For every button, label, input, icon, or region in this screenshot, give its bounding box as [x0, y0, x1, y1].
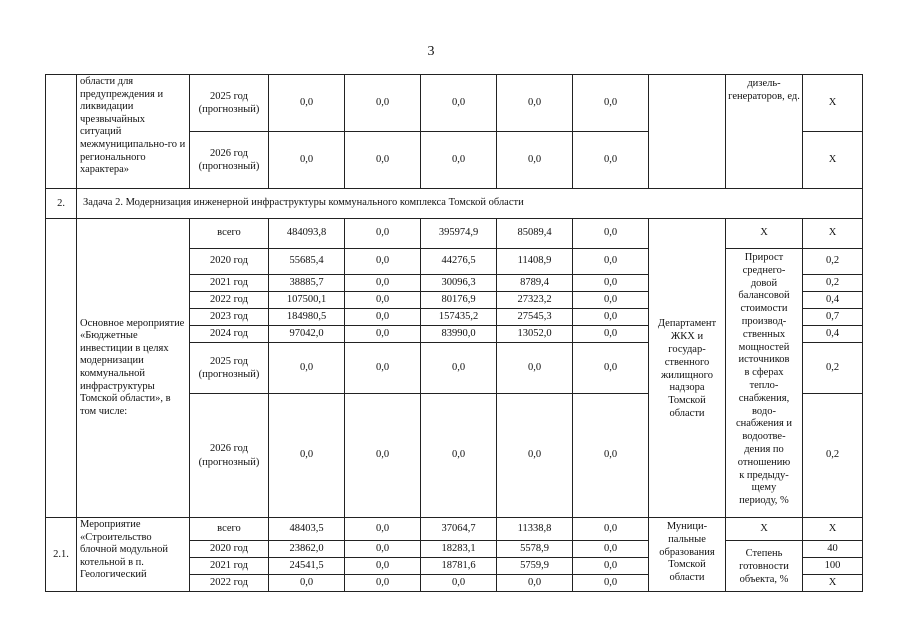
amount-total: 107500,1 — [269, 292, 345, 309]
indicator-name: Степень готовности объекта, % — [726, 541, 803, 592]
amount-total: 0,0 — [269, 575, 345, 592]
year-cell: 2022 год — [190, 292, 269, 309]
indicator-value: X — [803, 75, 863, 132]
task-number: 2. — [46, 189, 77, 219]
amount-total: 0,0 — [269, 343, 345, 394]
amount-local: 27545,3 — [497, 309, 573, 326]
indicator-name — [726, 249, 803, 518]
year-cell: всего — [190, 518, 269, 541]
amount-regional: 0,0 — [421, 394, 497, 518]
executor-name: Департамент ЖКХ и государ-ственного жилищного надзора Томской области — [649, 219, 726, 518]
amount-federal: 0,0 — [345, 292, 421, 309]
table-row — [46, 518, 863, 541]
indicator-text: Прирост среднего- довой балансовой стоимости производ- ственных мощностей источников в сферах тепло- снабжения, водо- снабжения и водоотве- дения по отношению к предыду- щему периоду, % — [735, 252, 793, 507]
amount-regional: 0,0 — [421, 75, 497, 132]
amount-federal: 0,0 — [345, 309, 421, 326]
year-cell: всего — [190, 219, 269, 249]
indicator-value: 0,2 — [803, 249, 863, 275]
row-number — [46, 219, 77, 518]
amount-local: 0,0 — [497, 575, 573, 592]
amount-regional: 80176,9 — [421, 292, 497, 309]
amount-regional: 83990,0 — [421, 326, 497, 343]
amount-other: 0,0 — [573, 558, 649, 575]
amount-federal: 0,0 — [345, 219, 421, 249]
amount-total: 184980,5 — [269, 309, 345, 326]
year-cell: 2022 год — [190, 575, 269, 592]
amount-local: 5578,9 — [497, 541, 573, 558]
year-cell: 2024 год — [190, 326, 269, 343]
year-cell: 2023 год — [190, 309, 269, 326]
indicator-value: X — [803, 132, 863, 189]
indicator-value: 0,4 — [803, 292, 863, 309]
amount-other: 0,0 — [573, 326, 649, 343]
table-row — [46, 219, 863, 249]
task-title: Задача 2. Модернизация инженерной инфраструктуры коммунального комплекса Томской области — [77, 189, 863, 219]
amount-local: 0,0 — [497, 394, 573, 518]
amount-other: 0,0 — [573, 343, 649, 394]
amount-federal: 0,0 — [345, 394, 421, 518]
amount-other: 0,0 — [573, 394, 649, 518]
amount-local: 27323,2 — [497, 292, 573, 309]
amount-other: 0,0 — [573, 309, 649, 326]
amount-local: 85089,4 — [497, 219, 573, 249]
amount-other: 0,0 — [573, 541, 649, 558]
amount-total: 24541,5 — [269, 558, 345, 575]
indicator-name: дизель-генераторов, ед. — [726, 75, 803, 189]
amount-federal: 0,0 — [345, 343, 421, 394]
amount-regional: 395974,9 — [421, 219, 497, 249]
amount-federal: 0,0 — [345, 275, 421, 292]
amount-regional: 30096,3 — [421, 275, 497, 292]
executor-cell — [649, 75, 726, 189]
amount-regional: 37064,7 — [421, 518, 497, 541]
year-cell: 2021 год — [190, 275, 269, 292]
amount-regional: 18781,6 — [421, 558, 497, 575]
indicator-value: X — [803, 575, 863, 592]
year-cell: 2025 год (прогнозный) — [190, 75, 269, 132]
amount-other: 0,0 — [573, 75, 649, 132]
indicator-value: 0,2 — [803, 343, 863, 394]
amount-total: 0,0 — [269, 394, 345, 518]
amount-local: 0,0 — [497, 132, 573, 189]
indicator-total: X — [726, 219, 803, 249]
indicator-value: 0,2 — [803, 394, 863, 518]
amount-total: 0,0 — [269, 132, 345, 189]
amount-regional: 18283,1 — [421, 541, 497, 558]
amount-federal: 0,0 — [345, 75, 421, 132]
indicator-value: 100 — [803, 558, 863, 575]
amount-federal: 0,0 — [345, 132, 421, 189]
amount-other: 0,0 — [573, 292, 649, 309]
amount-other: 0,0 — [573, 275, 649, 292]
page-number: 3 — [427, 44, 435, 59]
amount-regional: 157435,2 — [421, 309, 497, 326]
amount-local: 11408,9 — [497, 249, 573, 275]
indicator-value: 0,4 — [803, 326, 863, 343]
amount-total: 0,0 — [269, 75, 345, 132]
task-row — [46, 189, 863, 219]
indicator-value: 40 — [803, 541, 863, 558]
indicator-value: 0,7 — [803, 309, 863, 326]
amount-federal: 0,0 — [345, 249, 421, 275]
amount-other: 0,0 — [573, 132, 649, 189]
executor-name: Муници-пальные образования Томской области — [649, 518, 726, 592]
amount-federal: 0,0 — [345, 558, 421, 575]
amount-regional: 0,0 — [421, 343, 497, 394]
amount-total: 38885,7 — [269, 275, 345, 292]
amount-local: 5759,9 — [497, 558, 573, 575]
indicator-total: X — [726, 518, 803, 541]
amount-local: 0,0 — [497, 75, 573, 132]
amount-regional: 44276,5 — [421, 249, 497, 275]
amount-regional: 0,0 — [421, 575, 497, 592]
measure-name: Основное мероприятие «Бюджетные инвестиции в целях модернизации коммунальной инфраструктуры Томской области», в том числе: — [77, 219, 190, 518]
amount-federal: 0,0 — [345, 518, 421, 541]
indicator-value: X — [803, 219, 863, 249]
amount-total: 48403,5 — [269, 518, 345, 541]
row-number: 2.1. — [46, 518, 77, 592]
amount-regional: 0,0 — [421, 132, 497, 189]
amount-other: 0,0 — [573, 575, 649, 592]
amount-local: 11338,8 — [497, 518, 573, 541]
amount-total: 55685,4 — [269, 249, 345, 275]
amount-federal: 0,0 — [345, 326, 421, 343]
amount-other: 0,0 — [573, 518, 649, 541]
amount-total: 484093,8 — [269, 219, 345, 249]
amount-total: 97042,0 — [269, 326, 345, 343]
measure-name: Мероприятие «Строительство блочной модульной котельной в п. Геологический — [77, 518, 190, 592]
year-cell: 2020 год — [190, 541, 269, 558]
amount-local: 8789,4 — [497, 275, 573, 292]
year-cell: 2021 год — [190, 558, 269, 575]
amount-local: 0,0 — [497, 343, 573, 394]
table-row — [46, 75, 863, 132]
year-cell: 2026 год (прогнозный) — [190, 132, 269, 189]
amount-total: 23862,0 — [269, 541, 345, 558]
row-number — [46, 75, 77, 189]
indicator-value: 0,2 — [803, 275, 863, 292]
year-cell: 2025 год (прогнозный) — [190, 343, 269, 394]
year-cell: 2020 год — [190, 249, 269, 275]
amount-local: 13052,0 — [497, 326, 573, 343]
amount-other: 0,0 — [573, 249, 649, 275]
amount-federal: 0,0 — [345, 541, 421, 558]
year-cell: 2026 год (прогнозный) — [190, 394, 269, 518]
amount-other: 0,0 — [573, 219, 649, 249]
measure-name: области для предупреждения и ликвидации чрезвычайных ситуаций межмуниципально-го и регионального характера» — [77, 75, 190, 189]
indicator-value: X — [803, 518, 863, 541]
program-budget-table — [45, 74, 863, 592]
amount-federal: 0,0 — [345, 575, 421, 592]
